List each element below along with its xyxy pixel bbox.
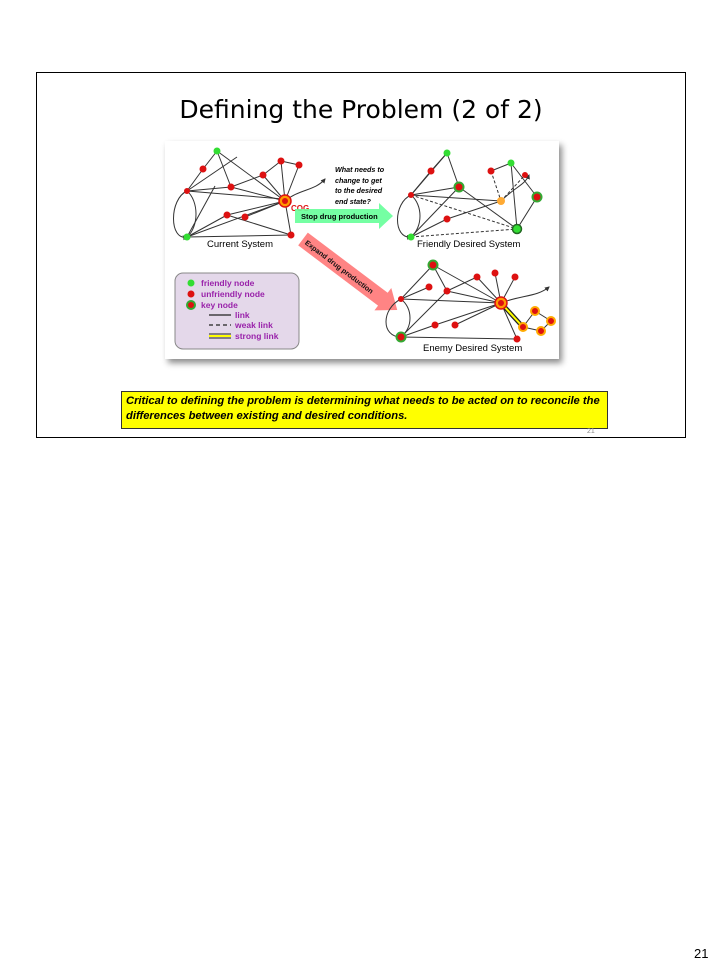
expand-production-arrow [295, 228, 406, 321]
slide-number: 21 [587, 428, 595, 435]
svg-text:Stop drug production: Stop drug production [301, 212, 378, 221]
friendly-system-weak-links [411, 171, 525, 237]
svg-text:What needs to: What needs to [335, 165, 385, 174]
friendly-system-label: Friendly Desired System [417, 239, 521, 250]
enemy-system-label: Enemy Desired System [423, 343, 523, 354]
legend [175, 273, 299, 349]
legend-label-link: link [235, 310, 250, 320]
svg-text:end state?: end state? [335, 197, 371, 206]
legend-label-unfriendly: unfriendly node [201, 289, 265, 299]
svg-text:change to get: change to get [335, 176, 382, 185]
key-takeaway-callout: Critical to defining the problem is determining what needs to be acted on to reconcile the differences between existing and desired conditions. [121, 391, 608, 429]
legend-label-strong: strong link [235, 331, 279, 341]
legend-label-key: key node [201, 300, 238, 310]
page-number: 21 [694, 946, 709, 961]
cog-label: COG [291, 204, 310, 213]
friendly-system-nodes [408, 150, 542, 241]
legend-label-friendly: friendly node [201, 278, 255, 288]
system-diagram [165, 141, 559, 359]
slide-title: Defining the Problem (2 of 2) [179, 95, 543, 124]
stop-production-arrow [295, 203, 393, 229]
current-system-label: Current System [207, 239, 273, 250]
network-diagram-svg [165, 141, 559, 359]
legend-label-weak: weak link [235, 320, 273, 330]
slide [36, 72, 686, 438]
svg-text:Expand drug production: Expand drug production [303, 238, 376, 296]
question-text [335, 165, 385, 206]
svg-text:to the desired: to the desired [335, 186, 383, 195]
